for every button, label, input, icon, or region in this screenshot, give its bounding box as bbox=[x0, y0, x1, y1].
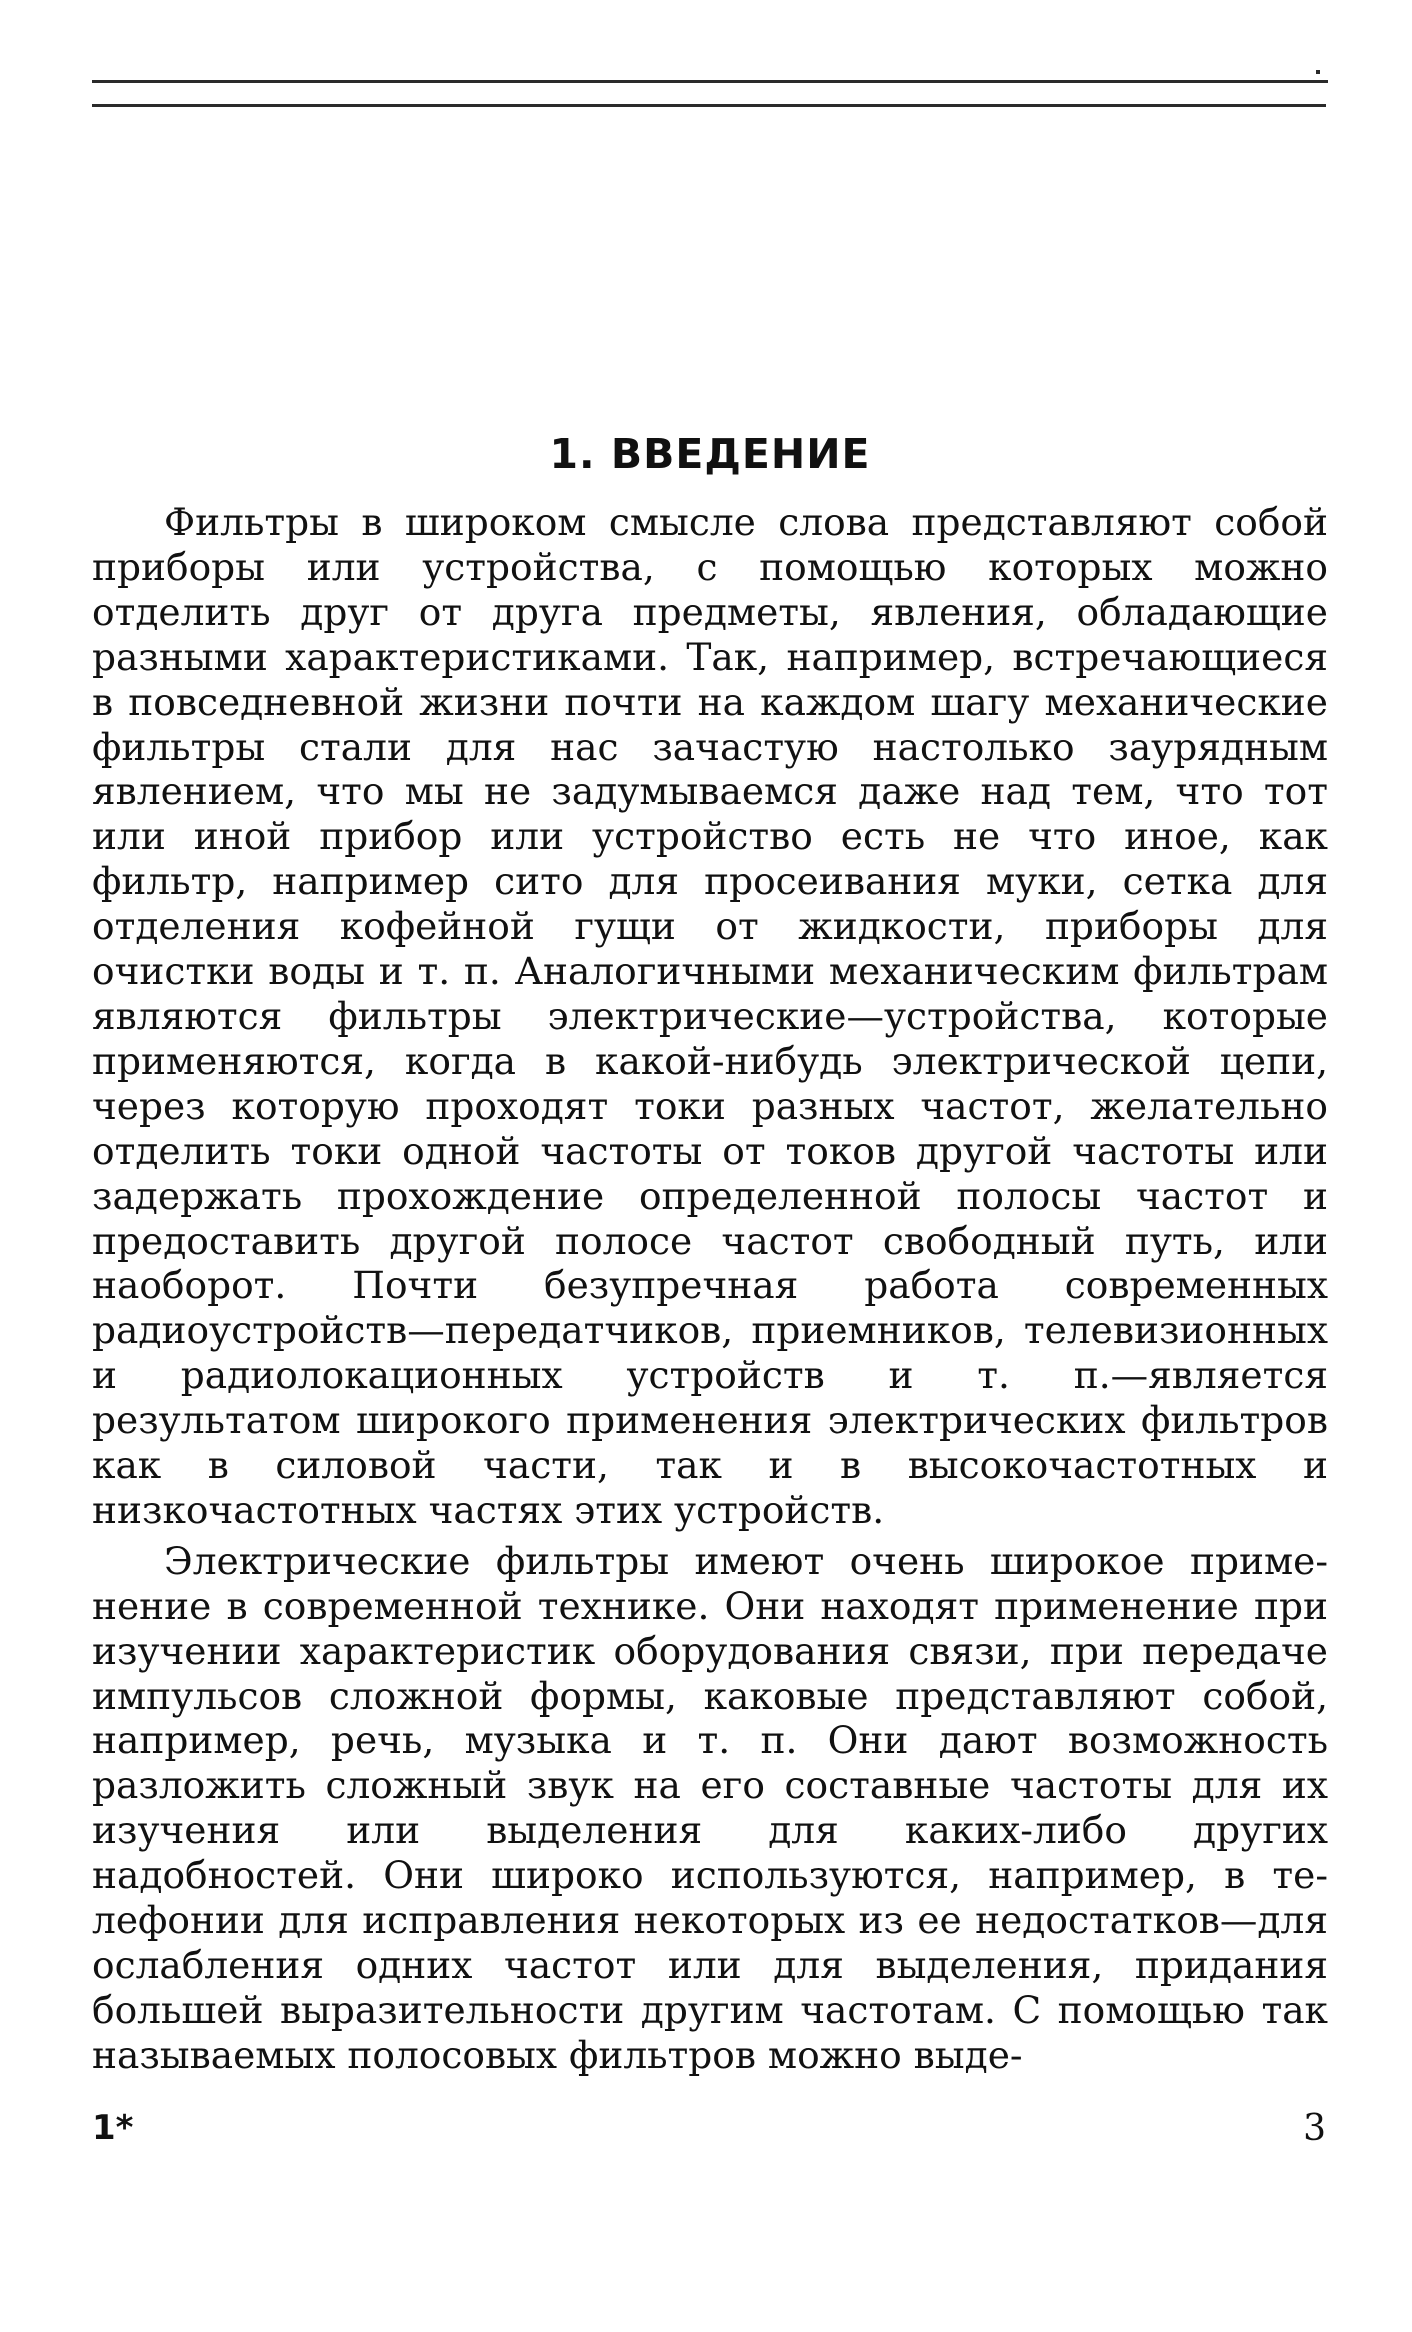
chapter-title: 1. ВВЕДЕНИЕ bbox=[549, 430, 871, 478]
header-rule-bottom bbox=[92, 104, 1326, 107]
body-text bbox=[92, 500, 1328, 2084]
page-number: 3 bbox=[1303, 2108, 1326, 2149]
signature-mark: 1* bbox=[92, 2108, 134, 2148]
header-rule-top bbox=[92, 80, 1328, 83]
header-rule-mark bbox=[1316, 70, 1320, 74]
paragraph-2: Электрические фильтры имеют очень широкое применение в современной технике. Они находят применение при изучении характеристик оборудования связи, при передаче импульсов сложной формы, каковые представляют собой, например, речь, музыка и т. п. Они дают возможность разложить сложный звук на его составные частоты для их изучения или выделения для каких-либо других надобностей. Они широко используются, например, в телефонии для исправления некоторых из ее недостатков—для ослабления одних частот или для выделения, придания большей выразительности другим частотам. С помощью так называемых полосовых фильтров можно выде- bbox=[92, 1538, 1328, 2077]
paragraph-1: Фильтры в широком смысле слова представляют собой приборы или устройства, с помощью которых можно отделить друг от друга предметы, явления, обладающие разными характеристиками. Так, например, встречающиеся в повседневной жизни почти на каждом шагу механические фильтры стали для нас зачастую настолько заурядным явлением, что мы не задумываемся даже над тем, что тот или иной прибор или устройство есть не что иное, как фильтр, например сито для просеивания муки, сетка для отделения кофейной гущи от жидкости, приборы для очистки воды и т. п. Аналогичными механическим фильтрам являются фильтры электрические—устройства, которые применяются, когда в какой-нибудь электрической цепи, через которую проходят токи разных частот, желательно отделить токи одной частоты от токов другой частоты или задержать прохождение определенной полосы частот и предоставить другой полосе частот свободный путь, или наоборот. Почти безупречная работа современных радиоустройств—передатчиков, приемников, телевизионных и радиолокационных устройств и т. п.—является результатом широкого применения электрических фильтров как в силовой части, так и в высокочастотных и низкочастотных частях этих устройств. bbox=[92, 500, 1328, 1532]
